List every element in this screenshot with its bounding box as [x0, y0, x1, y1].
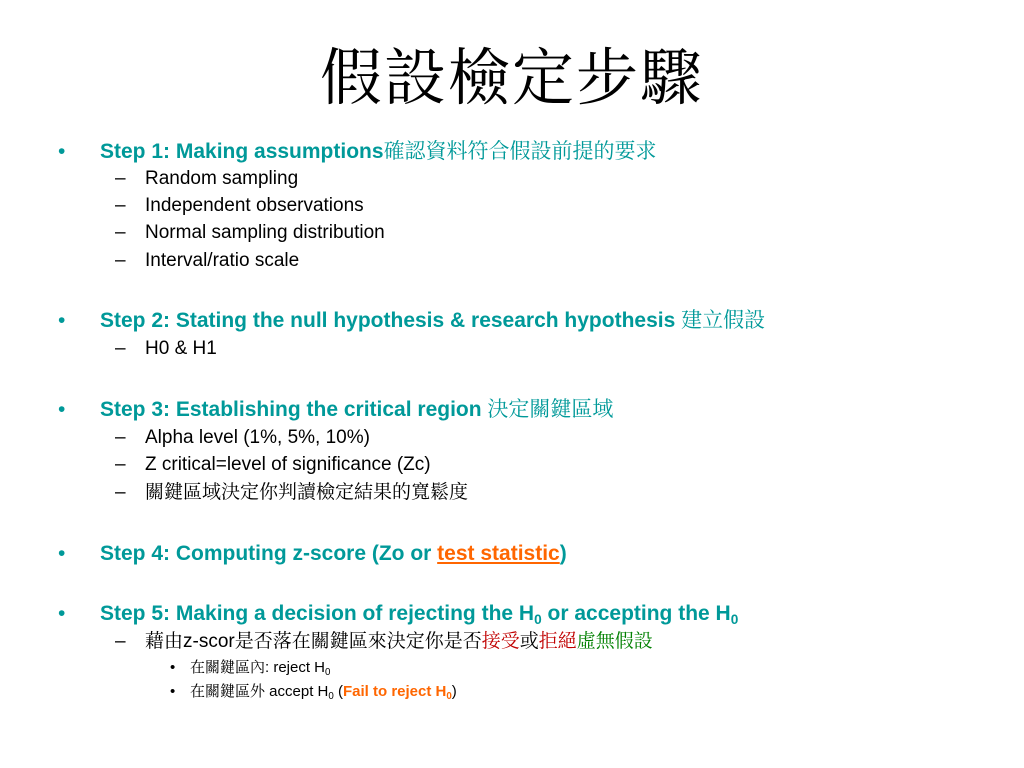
- reject-text: 拒絕: [538, 631, 577, 652]
- step-2-cjk: 建立假設: [681, 309, 766, 332]
- test-statistic-link[interactable]: test statistic: [437, 542, 560, 565]
- step-1-item: – Normal sampling distribution: [115, 222, 385, 243]
- step-1-cjk: 確認資料符合假設前提的要求: [383, 140, 657, 163]
- step-5-sub-item: • 在關鍵區外 accept $H_0$ (Fail to reject $H_0$): [170, 683, 457, 702]
- step-3-item: – Z critical=level of significance (Zc): [115, 454, 431, 475]
- step-5-sub-item: • 在關鍵區內: reject $H_0$: [170, 659, 331, 678]
- bullet: •: [58, 309, 66, 332]
- step-3-item: – 關鍵區域決定你判讀檢定結果的寬鬆度: [115, 482, 469, 503]
- step-3: [58, 397, 614, 423]
- step-3-item: – Alpha level (1%, 5%, 10%): [115, 427, 370, 448]
- bullet: •: [58, 398, 66, 421]
- step-1: [58, 139, 657, 165]
- step-2: [58, 308, 766, 334]
- step-3-label: Step 3: Establishing the critical region: [100, 398, 488, 421]
- step-1-label: Step 1: Making assumptions: [100, 140, 384, 163]
- step-5-decision: – 藉由z-scor是否落在關鍵區來決定你是否接受或拒絕虛無假設: [115, 631, 653, 652]
- step-5: • Step 5: Making a decision of rejecting the $H_0$ or accepting the $H_0$: [58, 602, 739, 628]
- step-1-item: – Independent observations: [115, 195, 364, 216]
- bullet: •: [58, 602, 66, 625]
- slide-title: 假設檢定步驟: [319, 41, 704, 114]
- step-5-label: Step 5: Making a decision of rejecting the H: [100, 602, 535, 625]
- step-3-cjk: 決定關鍵區域: [487, 398, 614, 421]
- step-2-label: Step 2: Stating the null hypothesis & research hypothesis: [100, 309, 682, 332]
- bullet: •: [58, 542, 66, 565]
- accept-text: 接受: [481, 631, 520, 652]
- step-4: • Step 4: Computing z-score (Zo or test statistic): [58, 542, 567, 565]
- step-1-item: – Random sampling: [115, 168, 299, 189]
- step-1-item: – Interval/ratio scale: [115, 250, 300, 271]
- step-4-label: Step 4: Computing z-score (Zo or: [100, 542, 438, 565]
- fail-to-reject-text: Fail to reject H: [342, 683, 447, 700]
- null-hypothesis-text: 虛無假設: [576, 631, 653, 652]
- bullet: •: [58, 140, 66, 163]
- step-2-item: – H0 & H1: [115, 338, 217, 359]
